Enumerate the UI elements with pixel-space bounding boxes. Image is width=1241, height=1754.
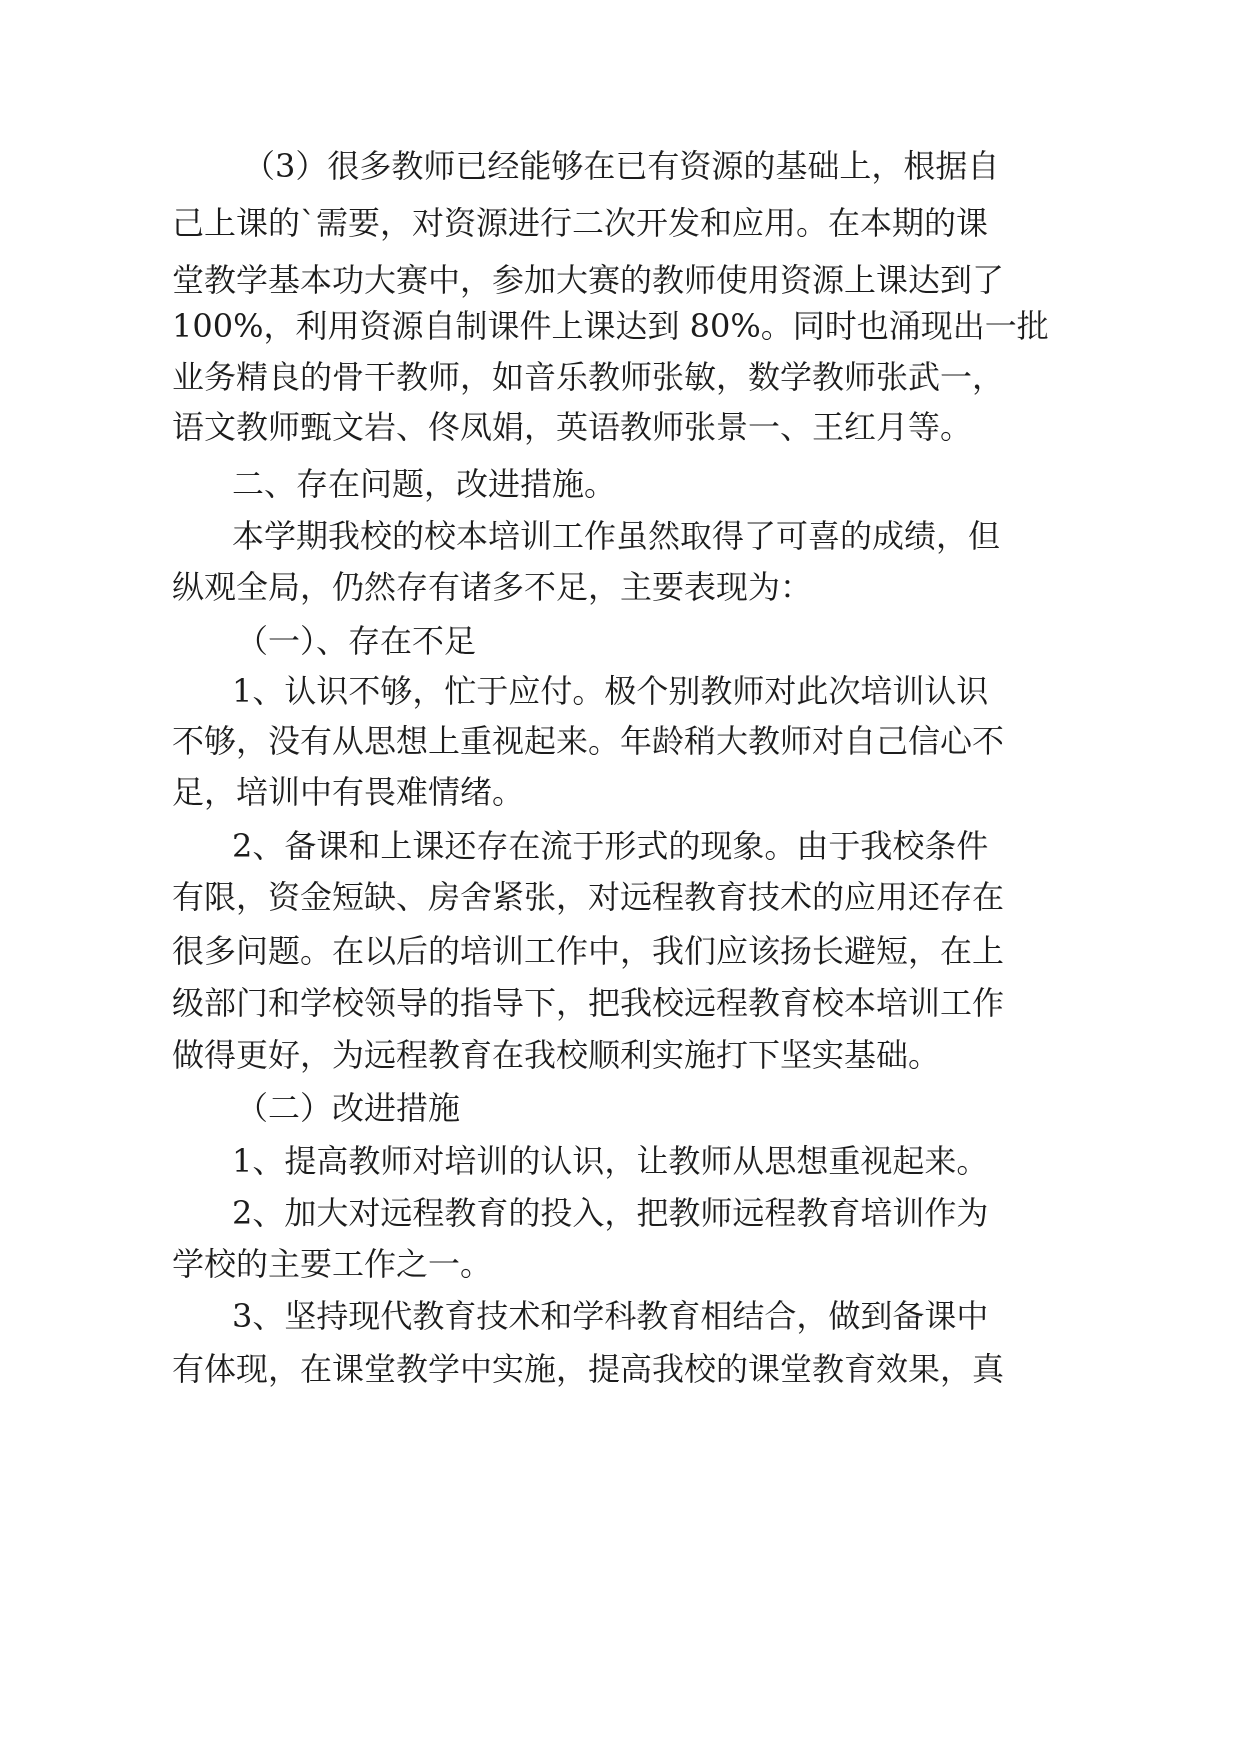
paragraph-line: 堂教学基本功大赛中，参加大赛的教师使用资源上课达到了 (172, 261, 1005, 299)
subsection-heading: （一）、存在不足 (236, 622, 477, 660)
paragraph-line: 100%，利用资源自制课件上课达到 80%。同时也涌现出一批 (172, 307, 1049, 345)
paragraph-line: 有体现，在课堂教学中实施，提高我校的课堂教育效果，真 (172, 1350, 1005, 1388)
paragraph-line: 1、认识不够，忙于应付。极个别教师对此次培训认识 (232, 672, 989, 710)
paragraph-line: 级部门和学校领导的指导下，把我校远程教育校本培训工作 (172, 984, 1005, 1022)
paragraph-line: 有限，资金短缺、房舍紧张，对远程教育技术的应用还存在 (172, 878, 1005, 916)
paragraph-line: 本学期我校的校本培训工作虽然取得了可喜的成绩，但 (232, 517, 1001, 555)
paragraph-line: 语文教师甄文岩、佟凤娟，英语教师张景一、王红月等。 (172, 408, 973, 446)
subsection-heading: （二）改进措施 (236, 1089, 461, 1127)
paragraph-line: 2、加大对远程教育的投入，把教师远程教育培训作为 (232, 1194, 989, 1232)
paragraph-line: 学校的主要工作之一。 (172, 1245, 493, 1283)
paragraph-line: 3、坚持现代教育技术和学科教育相结合，做到备课中 (232, 1297, 989, 1335)
paragraph-line: 己上课的`需要，对资源进行二次开发和应用。在本期的课 (172, 204, 989, 242)
paragraph-line: 足，培训中有畏难情绪。 (172, 773, 525, 811)
paragraph-line: 纵观全局，仍然存有诸多不足，主要表现为： (172, 568, 813, 606)
paragraph-line: 做得更好，为远程教育在我校顺利实施打下坚实基础。 (172, 1036, 941, 1074)
section-heading: 二、存在问题，改进措施。 (232, 465, 617, 503)
paragraph-line: 不够，没有从思想上重视起来。年龄稍大教师对自己信心不 (172, 722, 1005, 760)
paragraph-line: 1、提高教师对培训的认识，让教师从思想重视起来。 (232, 1142, 989, 1180)
paragraph-line: 2、备课和上课还存在流于形式的现象。由于我校条件 (232, 827, 989, 865)
paragraph-line: （3）很多教师已经能够在已有资源的基础上，根据自 (243, 147, 1000, 185)
paragraph-line: 很多问题。在以后的培训工作中，我们应该扬长避短，在上 (172, 932, 1005, 970)
paragraph-line: 业务精良的骨干教师，如音乐教师张敏，数学教师张武一， (172, 358, 1005, 396)
